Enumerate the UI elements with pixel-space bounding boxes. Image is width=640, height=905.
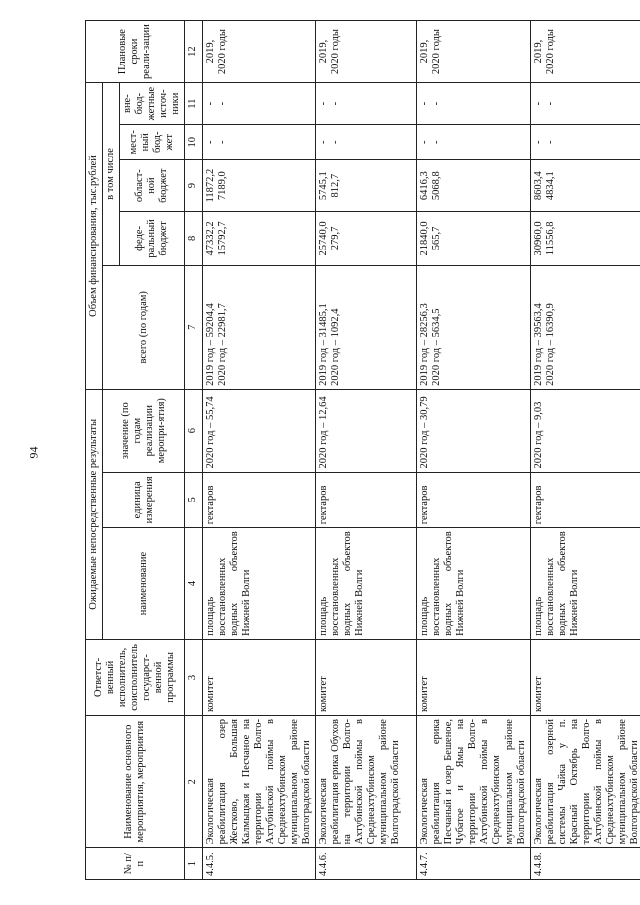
row-terms: 2019, 2020 годы	[530, 21, 640, 83]
row-local: - -	[417, 125, 531, 160]
row-responsible: комитет	[417, 639, 531, 715]
row-number: 4.4.8.	[530, 848, 640, 880]
row-value: 2020 год – 9,03	[530, 389, 640, 472]
row-local: - -	[202, 125, 316, 160]
row-result-name: площадь восстановленных водных объектов Нижней Волги	[316, 528, 417, 640]
row-responsible: комитет	[202, 639, 316, 715]
header-value: значение (по годам реализации меропри-ятия)	[103, 389, 185, 472]
header-financing-group: Объем финансирования, тыс.рублей	[86, 83, 103, 390]
header-extrabudget: вне-бюд-жетные источ-ники	[120, 83, 185, 125]
row-activity-name: Экологическая реабилитация ерика Обухов на территории Волго-Ахтубинской поймы в Среднеахтубинском муниципальном районе Волгоградской области	[316, 716, 417, 848]
header-responsible: Ответст-венный исполнитель, соисполнитель государст-венной программы	[86, 639, 185, 715]
row-terms: 2019, 2020 годы	[202, 21, 316, 83]
header-result-name: наименование	[103, 528, 185, 640]
header-including: в том числе	[103, 83, 120, 266]
header-total: всего (по годам)	[103, 265, 185, 389]
row-number: 4.4.5.	[202, 848, 316, 880]
row-regional: 6416,3 5068,8	[417, 160, 531, 212]
row-value: 2020 год – 55,74	[202, 389, 316, 472]
row-total: 2019 год – 39563,4 2020 год – 16390,9	[530, 265, 640, 389]
col-number: 7	[185, 265, 202, 389]
row-federal: 30960,0 11556,8	[530, 212, 640, 266]
col-number: 1	[185, 848, 202, 880]
row-terms: 2019, 2020 годы	[316, 21, 417, 83]
row-total: 2019 год – 59204,4 2020 год – 22981,7	[202, 265, 316, 389]
row-unit: гектаров	[202, 472, 316, 528]
table-row	[202, 21, 316, 880]
row-federal: 25740,0 279,7	[316, 212, 417, 266]
row-federal: 21840,0 565,7	[417, 212, 531, 266]
col-number: 5	[185, 472, 202, 528]
row-local: - -	[316, 125, 417, 160]
col-number: 10	[185, 125, 202, 160]
row-regional: 8603,4 4834,1	[530, 160, 640, 212]
col-number: 12	[185, 21, 202, 83]
program-table	[85, 20, 640, 880]
row-local: - -	[530, 125, 640, 160]
table-row	[417, 21, 531, 880]
col-number: 6	[185, 389, 202, 472]
row-result-name: площадь восстановленных водных объектов Нижней Волги	[530, 528, 640, 640]
row-total: 2019 год – 31485,1 2020 год – 1092,4	[316, 265, 417, 389]
row-activity-name: Экологическая реабилитация озер Жестково, Большая Калмыцкая и Песчаное на территории Волго-Ахтубинской поймы в Среднеахтубинском муниципальном районе Волгоградской области	[202, 716, 316, 848]
header-federal: феде-ральный бюджет	[120, 212, 185, 266]
row-result-name: площадь восстановленных водных объектов Нижней Волги	[202, 528, 316, 640]
col-number: 2	[185, 716, 202, 848]
col-number: 3	[185, 639, 202, 715]
row-terms: 2019, 2020 годы	[417, 21, 531, 83]
header-local: мест-ный бюд-жет	[120, 125, 185, 160]
row-regional: 11872,2 7189,0	[202, 160, 316, 212]
row-responsible: комитет	[316, 639, 417, 715]
header-unit: единица измерения	[103, 472, 185, 528]
row-unit: гектаров	[530, 472, 640, 528]
row-extrabudget: - -	[202, 83, 316, 125]
header-regional: област-ной бюджет	[120, 160, 185, 212]
row-extrabudget: - -	[316, 83, 417, 125]
rotated-table-sheet	[85, 0, 640, 880]
header-name: Наименование основного мероприятия, мероприятия	[86, 716, 185, 848]
col-number: 8	[185, 212, 202, 266]
row-unit: гектаров	[417, 472, 531, 528]
table-row	[530, 21, 640, 880]
row-activity-name: Экологическая реабилитация озерной системы Чайка у п. Красный Октябрь на территории Волго-Ахтубинской поймы в Среднеахтубинском муниципальном районе Волгоградской области	[530, 716, 640, 848]
col-number: 4	[185, 528, 202, 640]
header-results-group: Ожидаемые непосредственные результаты	[86, 389, 103, 639]
page-number: 94	[26, 446, 41, 459]
row-extrabudget: - -	[417, 83, 531, 125]
row-regional: 5745,1 812,7	[316, 160, 417, 212]
row-value: 2020 год – 12,64	[316, 389, 417, 472]
row-number: 4.4.6.	[316, 848, 417, 880]
row-total: 2019 год – 28256,3 2020 год – 5634,5	[417, 265, 531, 389]
row-extrabudget: - -	[530, 83, 640, 125]
table-row	[316, 21, 417, 880]
header-num: № п/п	[86, 848, 185, 880]
row-unit: гектаров	[316, 472, 417, 528]
col-number: 11	[185, 83, 202, 125]
row-number: 4.4.7.	[417, 848, 531, 880]
row-value: 2020 год – 30,79	[417, 389, 531, 472]
col-number: 9	[185, 160, 202, 212]
row-federal: 47332,2 15792,7	[202, 212, 316, 266]
row-responsible: комитет	[530, 639, 640, 715]
row-activity-name: Экологическая реабилитация ерика Песчаный и озер Бешеное, Чубатое и Ямы на территории Волго-Ахтубинской поймы в Среднеахтубинском муниципальном районе Волгоградской области	[417, 716, 531, 848]
header-terms: Плановые сроки реали-зации	[86, 21, 185, 83]
row-result-name: площадь восстановленных водных объектов Нижней Волги	[417, 528, 531, 640]
